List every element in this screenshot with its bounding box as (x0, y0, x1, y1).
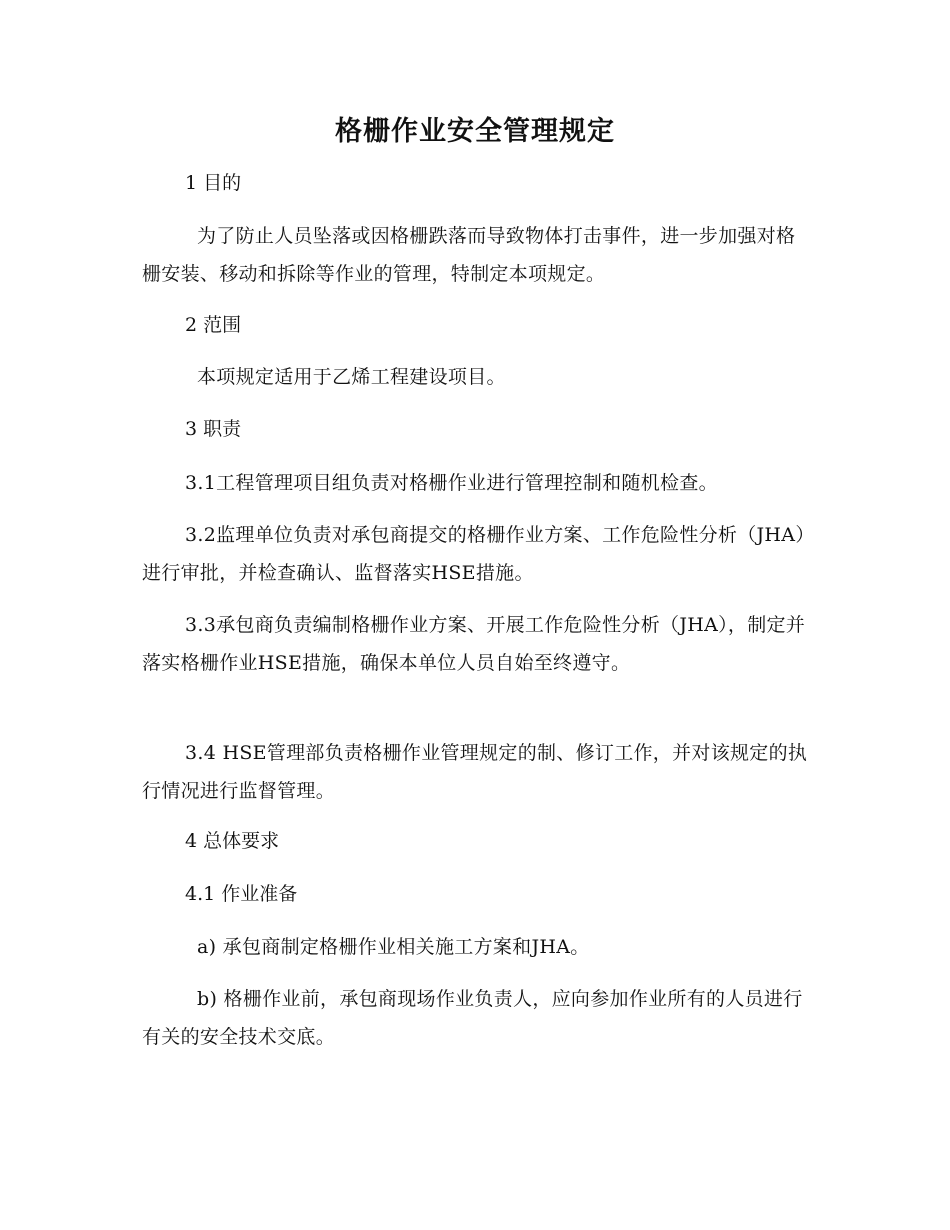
section-3-heading: 3 职责 (185, 418, 242, 440)
section-1-body: 为了防止人员坠落或因格栅跌落而导致物体打击事件，进一步加强对格栅安装、移动和拆除等作业的管理，特制定本项规定。 (142, 225, 796, 285)
section-2-body: 本项规定适用于乙烯工程建设项目。 (197, 366, 506, 388)
section-4-1-item-b: b) 格栅作业前，承包商现场作业负责人，应向参加作业所有的人员进行有关的安全技术交底。 (142, 988, 803, 1048)
section-3-2: 3.2监理单位负责对承包商提交的格栅作业方案、工作危险性分析（JHA）进行审批，并检查确认、监督落实HSE措施。 (142, 524, 806, 584)
section-3-1: 3.1工程管理项目组负责对格栅作业进行管理控制和随机检查。 (185, 472, 718, 494)
section-1-heading: 1 目的 (185, 172, 242, 194)
section-2-heading: 2 范围 (185, 314, 242, 336)
section-4-1-heading: 4.1 作业准备 (185, 883, 298, 905)
section-3-4: 3.4 HSE管理部负责格栅作业管理规定的制、修订工作，并对该规定的执行情况进行监督管理。 (142, 742, 808, 802)
section-3-3: 3.3承包商负责编制格栅作业方案、开展工作危险性分析（JHA），制定并落实格栅作业HSE措施，确保本单位人员自始至终遵守。 (142, 614, 806, 674)
section-4-heading: 4 总体要求 (185, 830, 280, 852)
section-4-1-item-a: a) 承包商制定格栅作业相关施工方案和JHA。 (197, 936, 590, 958)
document-title: 格栅作业安全管理规定 (335, 116, 615, 147)
